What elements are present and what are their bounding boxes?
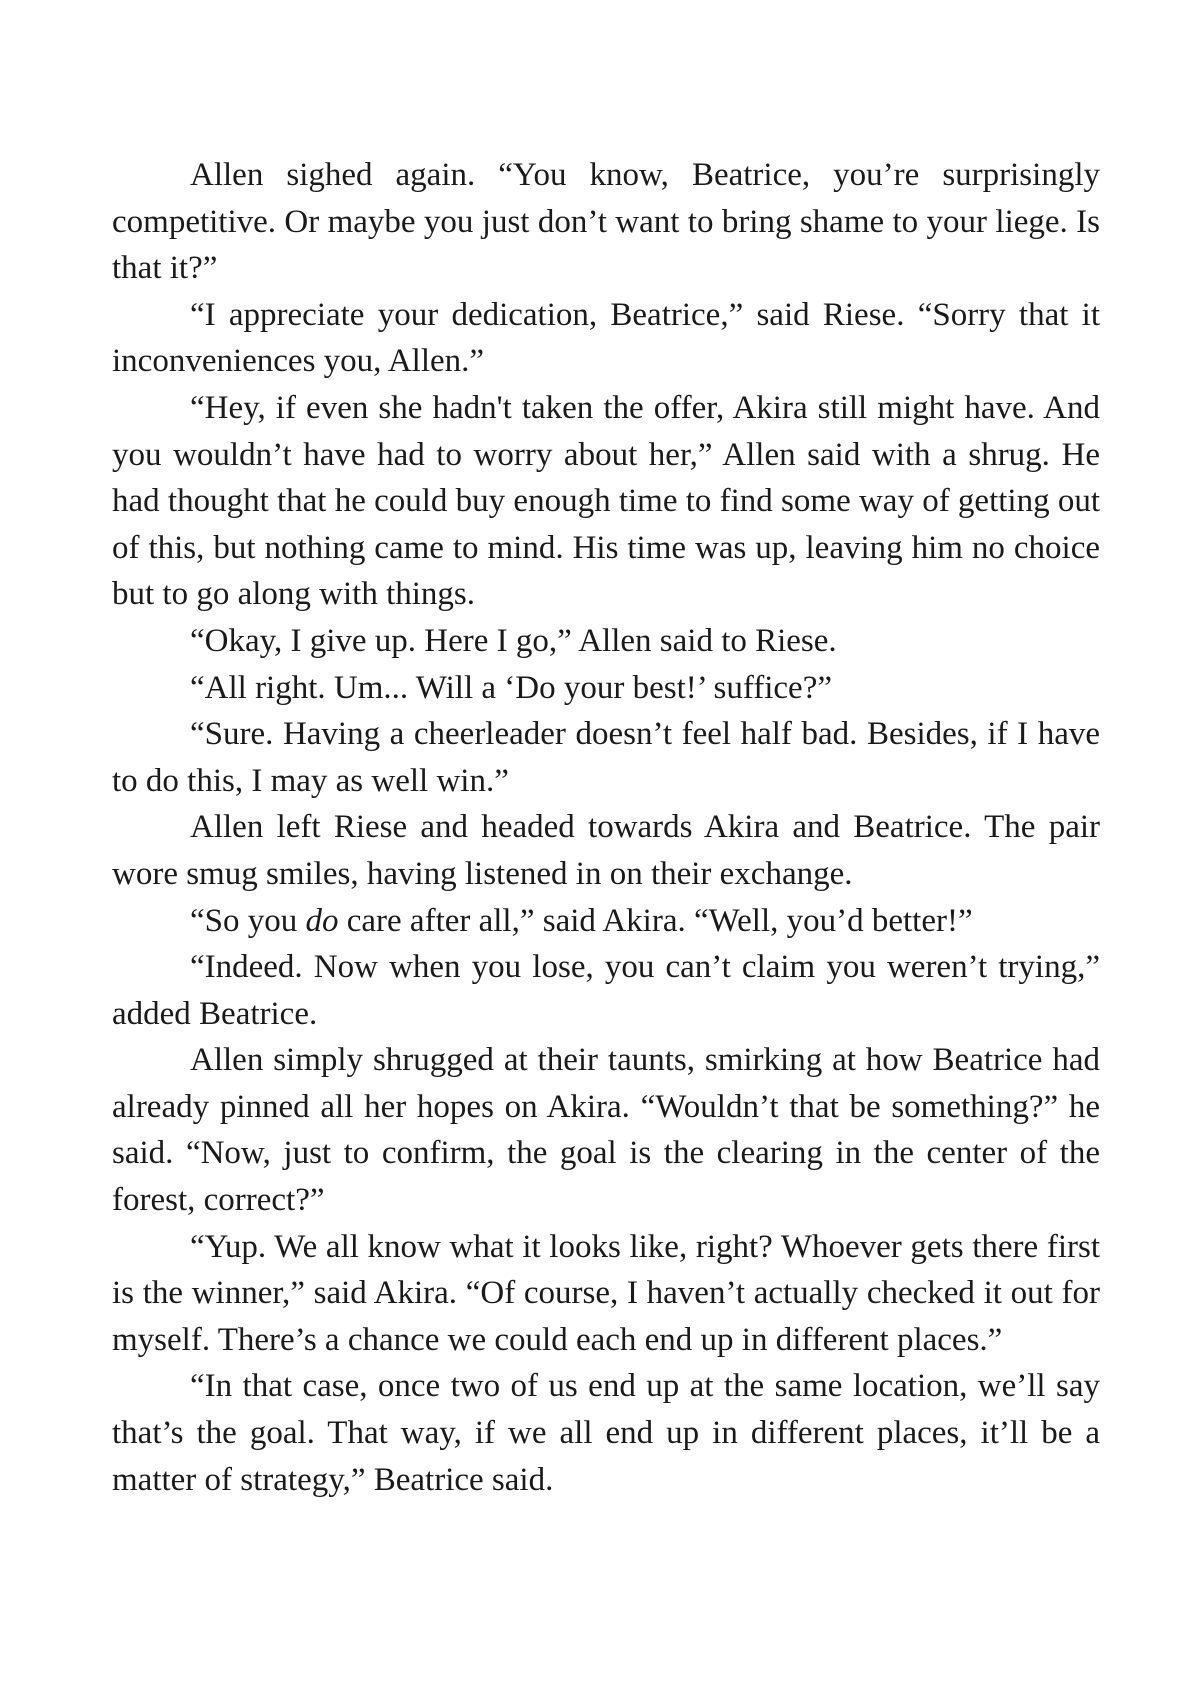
paragraph (112, 804, 1100, 897)
text-segment: care after all,” said Akira. “Well, you’d better!” (338, 902, 973, 939)
emphasis-text: do (305, 902, 339, 939)
body-text (112, 152, 1100, 1503)
paragraph (112, 1363, 1100, 1503)
text-segment: “I appreciate your dedication, Beatrice,” said Riese. “Sorry that it inconveniences you, Allen.” (112, 296, 1100, 380)
paragraph (112, 292, 1100, 385)
text-segment: “So you (190, 902, 306, 939)
text-segment: “Sure. Having a cheerleader doesn’t feel half bad. Besides, if I have to do this, I may as well win.” (112, 716, 1100, 799)
text-segment: “Hey, if even she hadn't taken the offer, Akira still might have. And you wouldn’t have had to worry about her,” Allen said with a shrug. He had thought that he could buy enough time to find some way of getting out of this, but nothing came to mind. His time was up, leaving him no choice but to go along with things. (112, 389, 1101, 613)
paragraph (112, 711, 1100, 804)
paragraph (112, 1224, 1100, 1364)
text-segment: Allen left Riese and headed towards Akira and Beatrice. The pair wore smug smiles, having listened in on their exchange. (112, 809, 1100, 892)
text-segment: Allen simply shrugged at their taunts, smirking at how Beatrice had already pinned all her hopes on Akira. “Wouldn’t that be something?” he said. “Now, just to confirm, the goal is the clearing in the center of the forest, correct?” (112, 1042, 1100, 1219)
paragraph (112, 665, 1100, 712)
text-segment: “Yup. We all know what it looks like, right? Whoever gets there first is the winner,” said Akira. “Of course, I haven’t actually checked it out for myself. There’s a chance we could each end up in different places.” (112, 1228, 1100, 1358)
text-segment: Allen sighed again. “You know, Beatrice, you’re surprisingly competitive. Or maybe you just don’t want to bring shame to your liege. Is that it?” (112, 157, 1100, 287)
text-segment: “Indeed. Now when you lose, you can’t claim you weren’t trying,” added Beatrice. (112, 949, 1100, 1032)
paragraph (112, 152, 1100, 292)
text-segment: “All right. Um... Will a ‘Do your best!’ suffice?” (190, 669, 833, 706)
paragraph (112, 1037, 1100, 1223)
text-segment: “In that case, once two of us end up at the same location, we’ll say that’s the goal. That way, if we all end up in different places, it’ll be a matter of strategy,” Beatrice said. (112, 1368, 1100, 1498)
paragraph (112, 385, 1100, 618)
paragraph (112, 618, 1100, 665)
paragraph (112, 898, 1100, 945)
text-segment: “Okay, I give up. Here I go,” Allen said to Riese. (190, 622, 837, 659)
paragraph (112, 944, 1100, 1037)
